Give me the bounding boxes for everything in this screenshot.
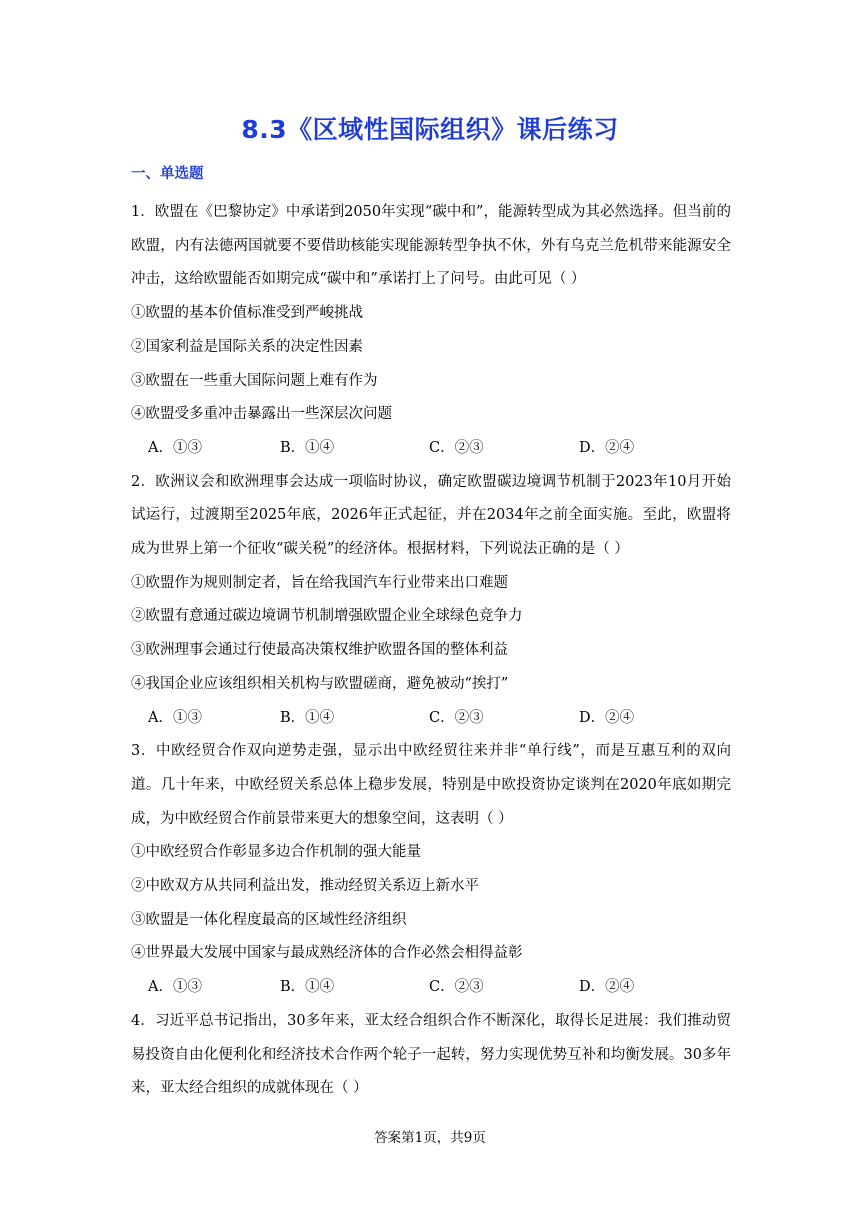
statement-item: ①中欧经贸合作彰显多边合作机制的强大能量	[131, 844, 421, 861]
question-stem: 2．欧洲议会和欧洲理事会达成一项临时协议，确定欧盟碳边境调节机制于2023年10月开始试运行，过渡期至2025年底，2026年正式起征，并在2034年之前全面实施。至此，欧盟将成为世界上第一个征收“碳关税”的经济体。根据材料，下列说法正确的是（ ）	[131, 473, 731, 558]
question-stem: 3．中欧经贸合作双向逆势走强，显示出中欧经贸往来并非“单行线”，而是互惠互利的双向道。几十年来，中欧经贸关系总体上稳步发展，特别是中欧投资协定谈判在2020年底如期完成，为中欧经贸合作前景带来更大的想象空间，这表明（ ）	[131, 743, 731, 827]
answer-choice: D．②④	[579, 979, 635, 996]
statement-item: ④世界最大发展中国家与最成熟经济体的合作必然会相得益彰	[131, 945, 523, 962]
answer-choice: A．①③	[148, 709, 202, 726]
question-1	[131, 196, 731, 466]
question-stem: 4．习近平总书记指出，30多年来，亚太经合组织合作不断深化，取得长足进展：我们推动贸易投资自由化便利化和经济技术合作两个轮子一起转，努力实现优势互补和均衡发展。30多年来，亚太经合组织的成就体现在（ ）	[131, 1012, 731, 1097]
answer-choice: D．②④	[579, 439, 635, 456]
statement-item: ②欧盟有意通过碳边境调节机制增强欧盟企业全球绿色竞争力	[131, 608, 523, 625]
question-stem: 1．欧盟在《巴黎协定》中承诺到2050年实现“碳中和”，能源转型成为其必然选择。但当前的欧盟，内有法德两国就要不要借助核能实现能源转型争执不休，外有乌克兰危机带来能源安全冲击，这给欧盟能否如期完成“碳中和”承诺打上了问号。由此可见（ ）	[131, 204, 731, 288]
answer-choices	[131, 432, 731, 466]
statement-item: ③欧盟是一体化程度最高的区域性经济组织	[131, 911, 407, 928]
question-4	[131, 1005, 731, 1106]
answer-choices	[131, 971, 731, 1005]
answer-choices	[131, 702, 731, 736]
statement-item: ①欧盟作为规则制定者，旨在给我国汽车行业带来出口难题	[131, 574, 508, 591]
page-footer: 答案第1页，共9页	[374, 1130, 486, 1146]
statement-item: ③欧洲理事会通过行使最高决策权维护欧盟各国的整体利益	[131, 642, 508, 659]
answer-choice: B．①④	[280, 979, 335, 996]
statement-item: ④欧盟受多重冲击暴露出一些深层次问题	[131, 406, 392, 423]
answer-choice: C．②③	[429, 439, 484, 456]
question-2	[131, 466, 731, 736]
question-3	[131, 735, 731, 1005]
statement-item: ②国家利益是国际关系的决定性因素	[131, 338, 363, 355]
answer-choice: C．②③	[429, 979, 484, 996]
document-title: 8.3《区域性国际组织》课后练习	[241, 115, 619, 144]
answer-choice: A．①③	[148, 979, 202, 996]
question-list	[131, 196, 731, 1106]
answer-choice: B．①④	[280, 439, 335, 456]
statement-item: ③欧盟在一些重大国际问题上难有作为	[131, 372, 378, 389]
statement-item: ②中欧双方从共同利益出发，推动经贸关系迈上新水平	[131, 878, 479, 895]
section-heading: 一、单选题	[131, 166, 204, 182]
answer-choice: B．①④	[280, 709, 335, 726]
statement-item: ④我国企业应该组织相关机构与欧盟磋商，避免被动“挨打”	[131, 675, 509, 692]
answer-choice: D．②④	[579, 709, 635, 726]
statement-item: ①欧盟的基本价值标准受到严峻挑战	[131, 305, 363, 322]
answer-choice: A．①③	[148, 439, 202, 456]
answer-choice: C．②③	[429, 709, 484, 726]
